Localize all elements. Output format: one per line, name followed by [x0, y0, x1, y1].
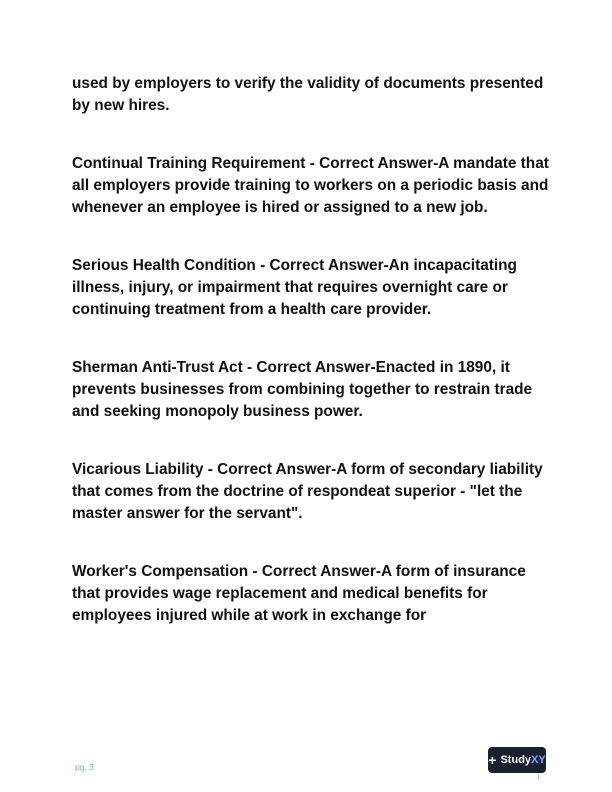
- term: Worker's Compensation: [72, 563, 249, 580]
- logo-text: [500, 754, 545, 766]
- definition-text: - Correct Answer-A form of secondary liability that comes from the doctrine of respondeat superior - "let the master answer for the servant".: [72, 461, 543, 522]
- definition-text: - Correct Answer-An incapacitating illness, injury, or impairment that requires overnight care or continuing treatment from a health care provider.: [72, 257, 517, 318]
- logo-study: Study: [500, 754, 532, 766]
- term: Continual Training Requirement: [72, 155, 306, 172]
- term: Vicarious Liability: [72, 461, 204, 478]
- definition-text: - Correct Answer-A mandate that all employers provide training to workers on a periodic basis and whenever an employee is hired or assigned to a new job.: [72, 155, 549, 216]
- definition-text: - Correct Answer-Enacted in 1890, it prevents businesses from combining together to restrain trade and seeking monopoly business power.: [72, 359, 533, 420]
- plus-icon: +: [488, 752, 497, 768]
- studyxy-logo[interactable]: [488, 747, 546, 773]
- logo-xy: XY: [531, 754, 546, 766]
- flashcard-sherman-act: [72, 357, 552, 423]
- term: Serious Health Condition: [72, 257, 256, 274]
- flashcard-workers-compensation: [72, 561, 552, 627]
- flashcard-vicarious-liability: [72, 459, 552, 525]
- term: Sherman Anti-Trust Act: [72, 359, 243, 376]
- flashcard-serious-health-condition: [72, 255, 552, 321]
- page-number-small: 1: [537, 775, 541, 781]
- page-footer-label: pg. 3: [75, 762, 94, 772]
- paragraph-continuation: [72, 73, 552, 117]
- page-content: [72, 73, 552, 627]
- flashcard-continual-training: [72, 153, 552, 219]
- definition-text: - Correct Answer-A form of insurance that provides wage replacement and medical benefits for employees injured while at work in exchange for: [72, 563, 526, 624]
- definition-text: used by employers to verify the validity of documents presented by new hires.: [72, 75, 544, 114]
